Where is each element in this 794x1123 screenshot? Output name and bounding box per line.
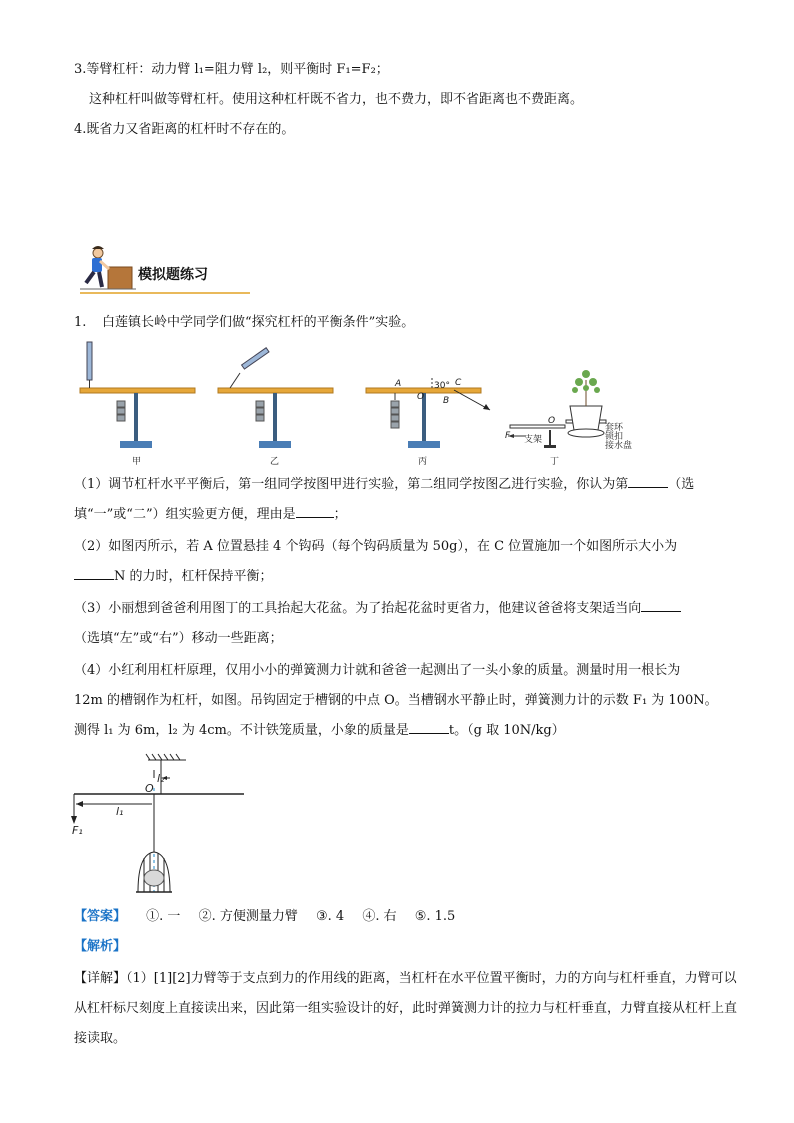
figure-jia xyxy=(80,342,195,448)
section-title: 模拟题练习 xyxy=(138,267,208,283)
fig-c-mark-o: O xyxy=(417,392,425,402)
fig-d-mark-f: F xyxy=(505,431,511,441)
answer-item: ④. 右 xyxy=(362,909,397,924)
fig2-mark-l1: l₁ xyxy=(116,805,124,818)
blank-4[interactable] xyxy=(641,597,681,612)
blank-5[interactable] xyxy=(409,719,449,734)
figure-label-jia: 甲 xyxy=(132,457,142,467)
figure-bing xyxy=(366,378,490,448)
section-illustration xyxy=(78,243,138,293)
question-number: 1. xyxy=(74,315,87,330)
answer-item: ②. 方便测量力臂 xyxy=(198,909,298,924)
fig2-mark-l2: l₂ xyxy=(157,772,165,785)
item-3-note: 这种杠杆叫做等臂杠杆。使用这种杠杆既不省力，也不费力，即不省距离也不费距离。 xyxy=(89,92,584,107)
fig-d-ring: 套环 xyxy=(605,423,624,433)
question-stem: 白莲镇长岭中学同学们做“探究杠杆的平衡条件”实验。 xyxy=(102,315,415,330)
answer-item: ⑤. 1.5 xyxy=(414,909,456,924)
fig2-mark-o: O xyxy=(145,782,154,795)
detail-text: （1）[1][2]力臂等于支点到力的作用线的距离，当杠杆在水平位置平衡时，力的方向与杠杆垂直，力臂可以从杠杆标尺刻度上直接读出来，因此第一组实验设计的好，此时弹簧测力计的拉力与杠杆垂直，力臂直接从杠杆上直接读取。 xyxy=(74,971,738,1046)
blank-3[interactable] xyxy=(74,565,114,580)
item-4: 4.既省力又省距离的杠杆时不存在的。 xyxy=(74,122,295,137)
figure-yi xyxy=(218,348,333,448)
section-underline xyxy=(80,292,250,294)
subq-4: （4）小红利用杠杆原理，仅用小小的弹簧测力计就和爸爸一起测出了一头小象的质量。测量时用一根长为 12m 的槽钢作为杠杆，如图。吊钩固定于槽钢的中点 O。当槽钢水平静止时，弹簧测力计的示数 F₁ 为 100N。 测得 l₁ 为 6m，l₂ 为 4cm。不计铁笼质量，小象的质量是 t。（g 取 10N/kg） xyxy=(74,663,718,738)
fig-d-support: 支架 xyxy=(524,435,543,445)
fig2-mark-f1: F₁ xyxy=(72,824,83,837)
answer-label: 【答案】 xyxy=(74,909,127,924)
answer-item: ①. 一 xyxy=(146,909,181,924)
figure-row xyxy=(70,338,670,470)
fig-c-mark-b: B xyxy=(443,396,450,406)
blank-1[interactable] xyxy=(628,473,668,488)
analysis-detail xyxy=(74,964,740,1054)
fig-c-mark-a: A xyxy=(395,379,402,389)
figure-label-yi: 乙 xyxy=(270,457,280,467)
fig-d-mark-o: O xyxy=(548,416,556,426)
subq-1: （1）调节杠杆水平平衡后，第一组同学按图甲进行实验，第二组同学按图乙进行实验，你认为第 （选 填“一”或“二”）组实验更方便，理由是 ； xyxy=(74,470,740,530)
analysis-label: 【解析】 xyxy=(74,939,127,954)
figure-label-ding: 丁 xyxy=(550,457,560,467)
subq-3: （3）小丽想到爸爸利用图丁的工具抬起大花盆。为了抬起花盆时更省力，他建议爸爸将支架适当向 （选填“左”或“右”）移动一些距离； xyxy=(74,594,740,654)
item-3: 3.等臂杠杆：动力臂 l₁=阻力臂 l₂，则平衡时 F₁=F₂； xyxy=(74,62,389,77)
answer-item: ③. 4 xyxy=(315,909,345,924)
fig-d-buckle: 锁扣 xyxy=(605,432,624,442)
fig-c-mark-angle: 30° xyxy=(434,381,450,391)
blank-2[interactable] xyxy=(296,503,334,518)
subq-2: （2）如图丙所示，若 A 位置悬挂 4 个钩码（每个钩码质量为 50g），在 C 位置施加一个如图所示大小为 N 的力时，杠杆保持平衡； xyxy=(74,539,678,584)
figure-ding xyxy=(508,370,606,448)
detail-label: 【详解】 xyxy=(74,971,127,986)
figure-label-bing: 丙 xyxy=(418,457,428,467)
fig-d-tray: 接水盘 xyxy=(605,441,633,451)
answer-row xyxy=(74,908,455,926)
fig-c-mark-c: C xyxy=(455,378,462,388)
